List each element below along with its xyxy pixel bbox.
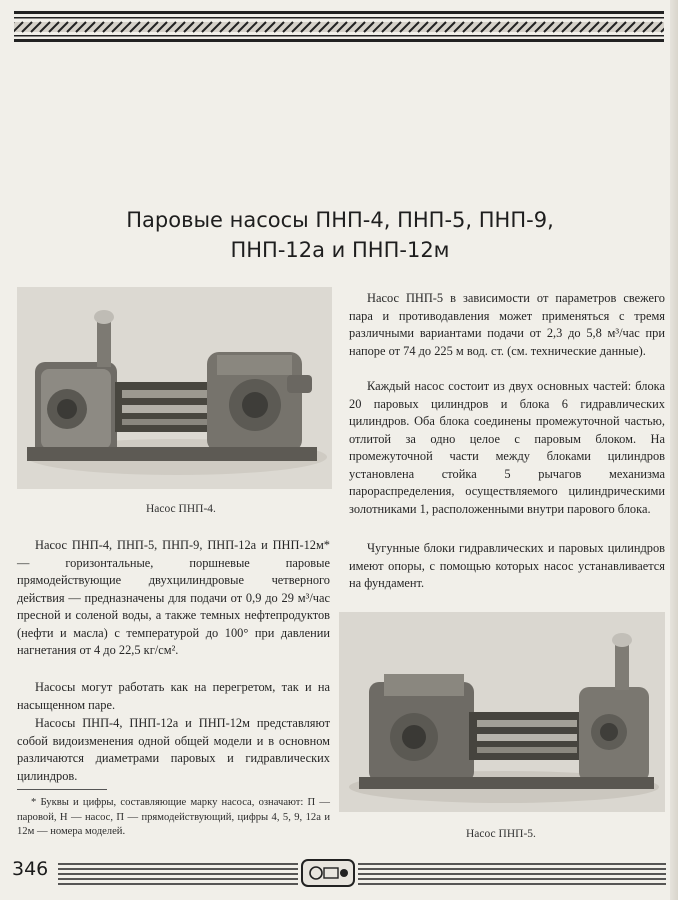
left-paragraph-2: Насосы могут работать как на перегретом, так и на насыщенном паре.: [17, 680, 330, 712]
publisher-emblem-icon: [302, 860, 354, 886]
page-number: 346: [12, 858, 49, 880]
title-line-2: ПНП-12а и ПНП-12м: [230, 238, 450, 262]
page-edge-shadow: [670, 0, 678, 900]
right-paragraph-2: Каждый насос состоит из двух основных частей: блока 20 паровых цилиндров и блока 6 гидравлических цилиндров. Оба блока соединены промежуточной частью, отлитой за одно целое с паровым блоком. На промежуточной части между блоками цилиндров установлена стойка 5 рычагов механизма парораспределения, осуществляемого цилиндрическими золотниками 1, расположенными внутри парового блока.: [349, 379, 665, 516]
caption-pnp5: Насос ПНП-5.: [466, 828, 536, 840]
right-paragraph-1: Насос ПНП-5 в зависимости от параметров свежего пара и противодавления может применяться с тремя различными вариантами подачи от 2,3 до 5,8 м³/час при напоре от 74 до 225 м вод. ст. (см. технические данные).: [349, 291, 665, 358]
footnote-divider: [17, 789, 107, 790]
caption-pnp4: Насос ПНП-4.: [146, 503, 216, 515]
page-title: [40, 205, 640, 265]
photo-pump-pnp4: [17, 287, 332, 489]
left-paragraph-1: Насос ПНП-4, ПНП-5, ПНП-9, ПНП-12а и ПНП-12м* — горизонтальные, поршневые паровые прямодействующие двухцилиндровые четверного действия — предназначены для подачи от 0,9 до 29 м³/час пресной и соленой воды, а также темных нефтепродуктов (нефти и масла) с температурой до 100° при давлении нагнетания от 4 до 22,5 кг/см².: [17, 538, 330, 657]
bottom-decorative-border: [58, 858, 666, 888]
photo-pump-pnp5: [339, 612, 665, 812]
footnote: * Буквы и цифры, составляющие марку насоса, означают: П — паровой, Н — насос, П — прямодействующий, цифры 4, 5, 9, 12а и 12м — номера моделей.: [17, 797, 330, 837]
pump-pnp5-illustration: [339, 612, 665, 812]
top-decorative-border: [14, 8, 664, 46]
pump-pnp4-illustration: [17, 287, 332, 489]
left-paragraph-3: Насосы ПНП-4, ПНП-12а и ПНП-12м представляют собой видоизменения одной общей модели и в основном различаются диаметрами паровых и гидравлических цилиндров.: [17, 716, 330, 783]
right-paragraph-3: Чугунные блоки гидравлических и паровых цилиндров имеют опоры, с помощью которых насос устанавливается на фундамент.: [349, 541, 665, 590]
title-line-1: Паровые насосы ПНП-4, ПНП-5, ПНП-9,: [126, 208, 554, 232]
